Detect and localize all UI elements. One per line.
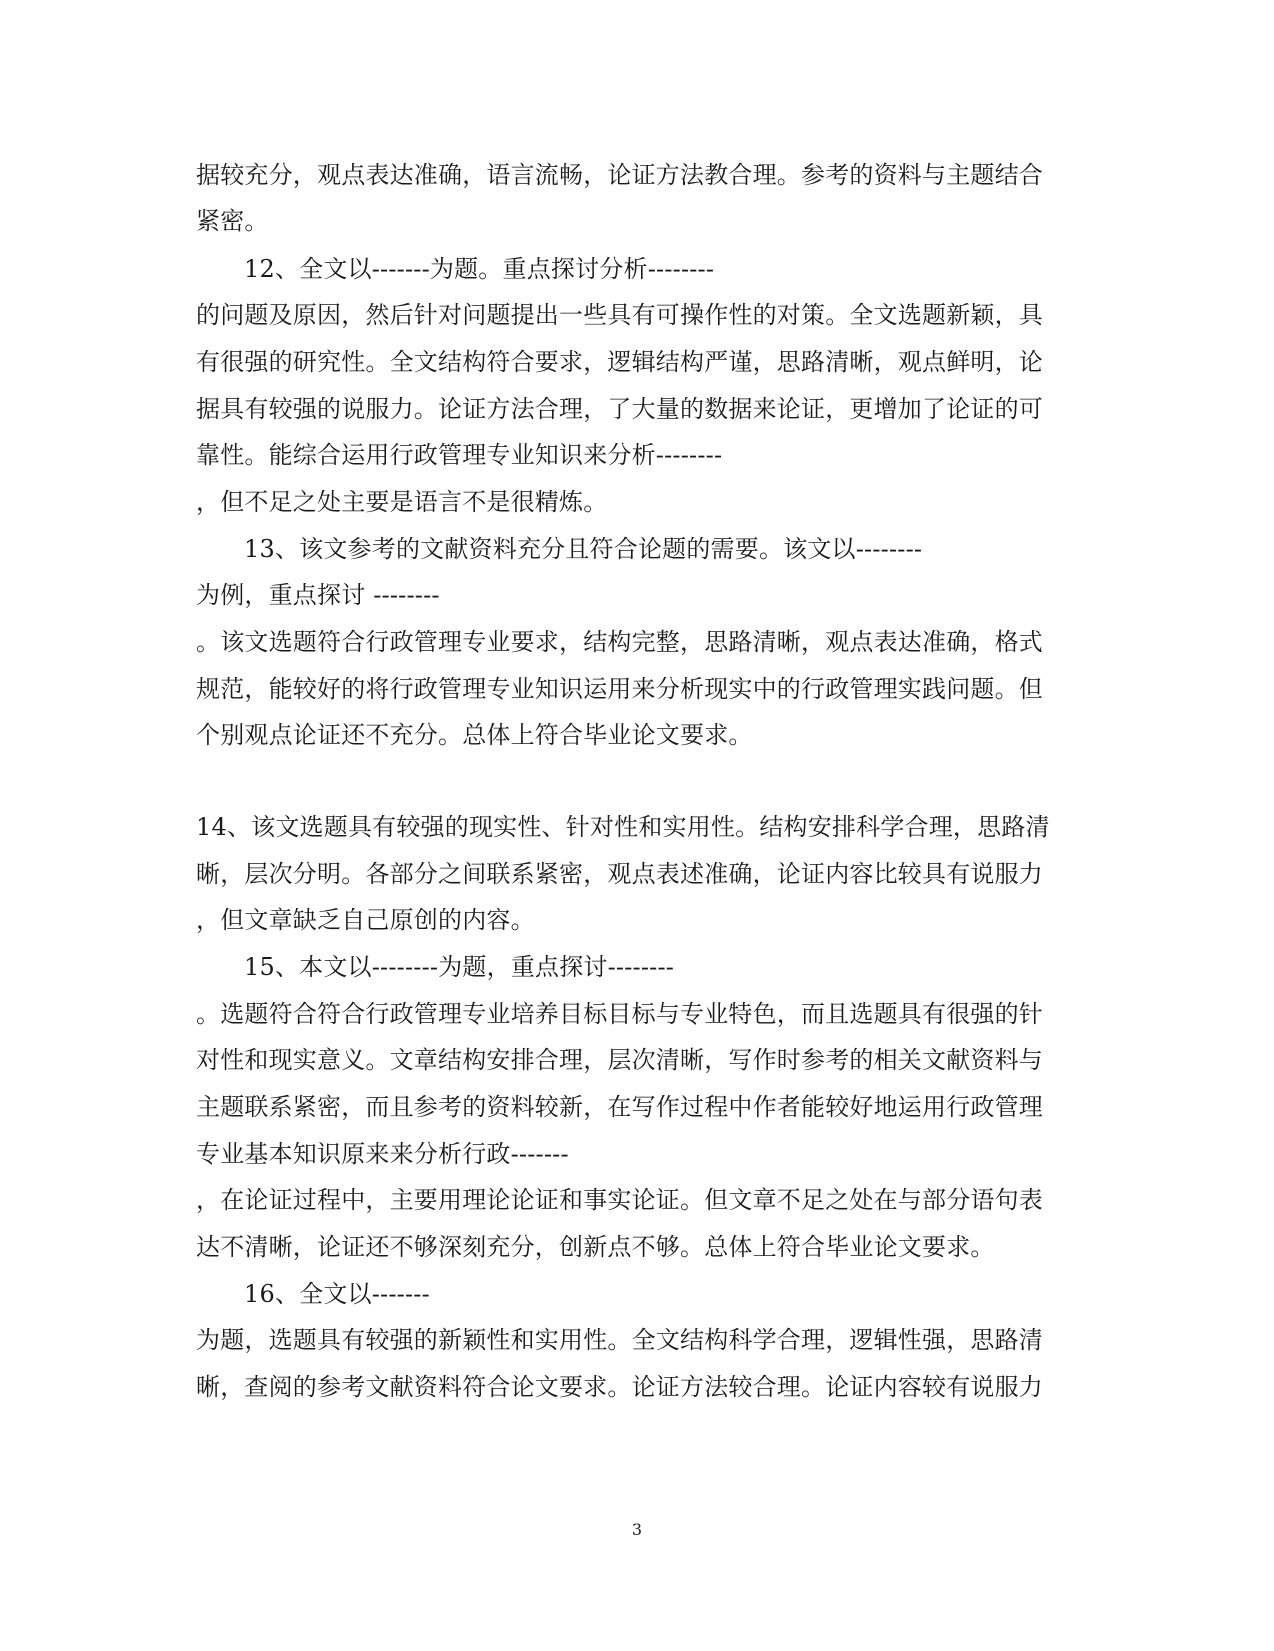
text-line: ，但文章缺乏自己原创的内容。 [196,906,535,934]
text-line: 对性和现实意义。文章结构安排合理，层次清晰，写作时参考的相关文献资料与 [196,1046,1043,1074]
text-line: 专业基本知识原来来分析行政------- [196,1140,569,1168]
text-line: 为例，重点探讨 -------- [196,581,440,609]
page-number: 3 [631,1520,643,1539]
text-line: 主题联系紧密，而且参考的资料较新，在写作过程中作者能较好地运用行政管理 [196,1093,1043,1121]
text-line: 有很强的研究性。全文结构符合要求，逻辑结构严谨，思路清晰，观点鲜明，论 [196,348,1043,376]
text-line: 16、全文以------- [244,1280,430,1308]
text-line: 据较充分，观点表达准确，语言流畅，论证方法教合理。参考的资料与主题结合 [196,161,1043,189]
text-line: 。该文选题符合行政管理专业要求，结构完整，思路清晰，观点表达准确，格式 [196,628,1043,656]
text-line: 15、本文以--------为题，重点探讨-------- [244,953,675,981]
text-line: 靠性。能综合运用行政管理专业知识来分析-------- [196,441,723,469]
text-line: 个别观点论证还不充分。总体上符合毕业论文要求。 [196,721,753,749]
text-line: 。选题符合符合行政管理专业培养目标目标与专业特色，而且选题具有很强的针 [196,1000,1043,1028]
text-line: 规范，能较好的将行政管理专业知识运用来分析现实中的行政管理实践问题。但 [196,675,1043,703]
text-line: 晰，查阅的参考文献资料符合论文要求。论证方法较合理。论证内容较有说服力 [196,1373,1043,1401]
text-line: 14、该文选题具有较强的现实性、针对性和实用性。结构安排科学合理，思路清 [196,813,1050,841]
text-line: 紧密。 [196,207,269,235]
text-line: ，但不足之处主要是语言不是很精炼。 [196,488,608,516]
text-line: ，在论证过程中，主要用理论论证和事实论证。但文章不足之处在与部分语句表 [196,1186,1043,1214]
text-line: 为题，选题具有较强的新颖性和实用性。全文结构科学合理，逻辑性强，思路清 [196,1326,1043,1354]
text-line: 12、全文以-------为题。重点探讨分析-------- [244,255,715,283]
text-line: 据具有较强的说服力。论证方法合理，了大量的数据来论证，更增加了论证的可 [196,395,1043,423]
text-line: 达不清晰，论证还不够深刻充分，创新点不够。总体上符合毕业论文要求。 [196,1233,995,1261]
text-line: 的问题及原因，然后针对问题提出一些具有可操作性的对策。全文选题新颖，具 [196,301,1043,329]
text-line: 13、该文参考的文献资料充分且符合论题的需要。该文以-------- [244,535,923,563]
text-line: 晰，层次分明。各部分之间联系紧密，观点表述准确，论证内容比较具有说服力 [196,860,1043,888]
